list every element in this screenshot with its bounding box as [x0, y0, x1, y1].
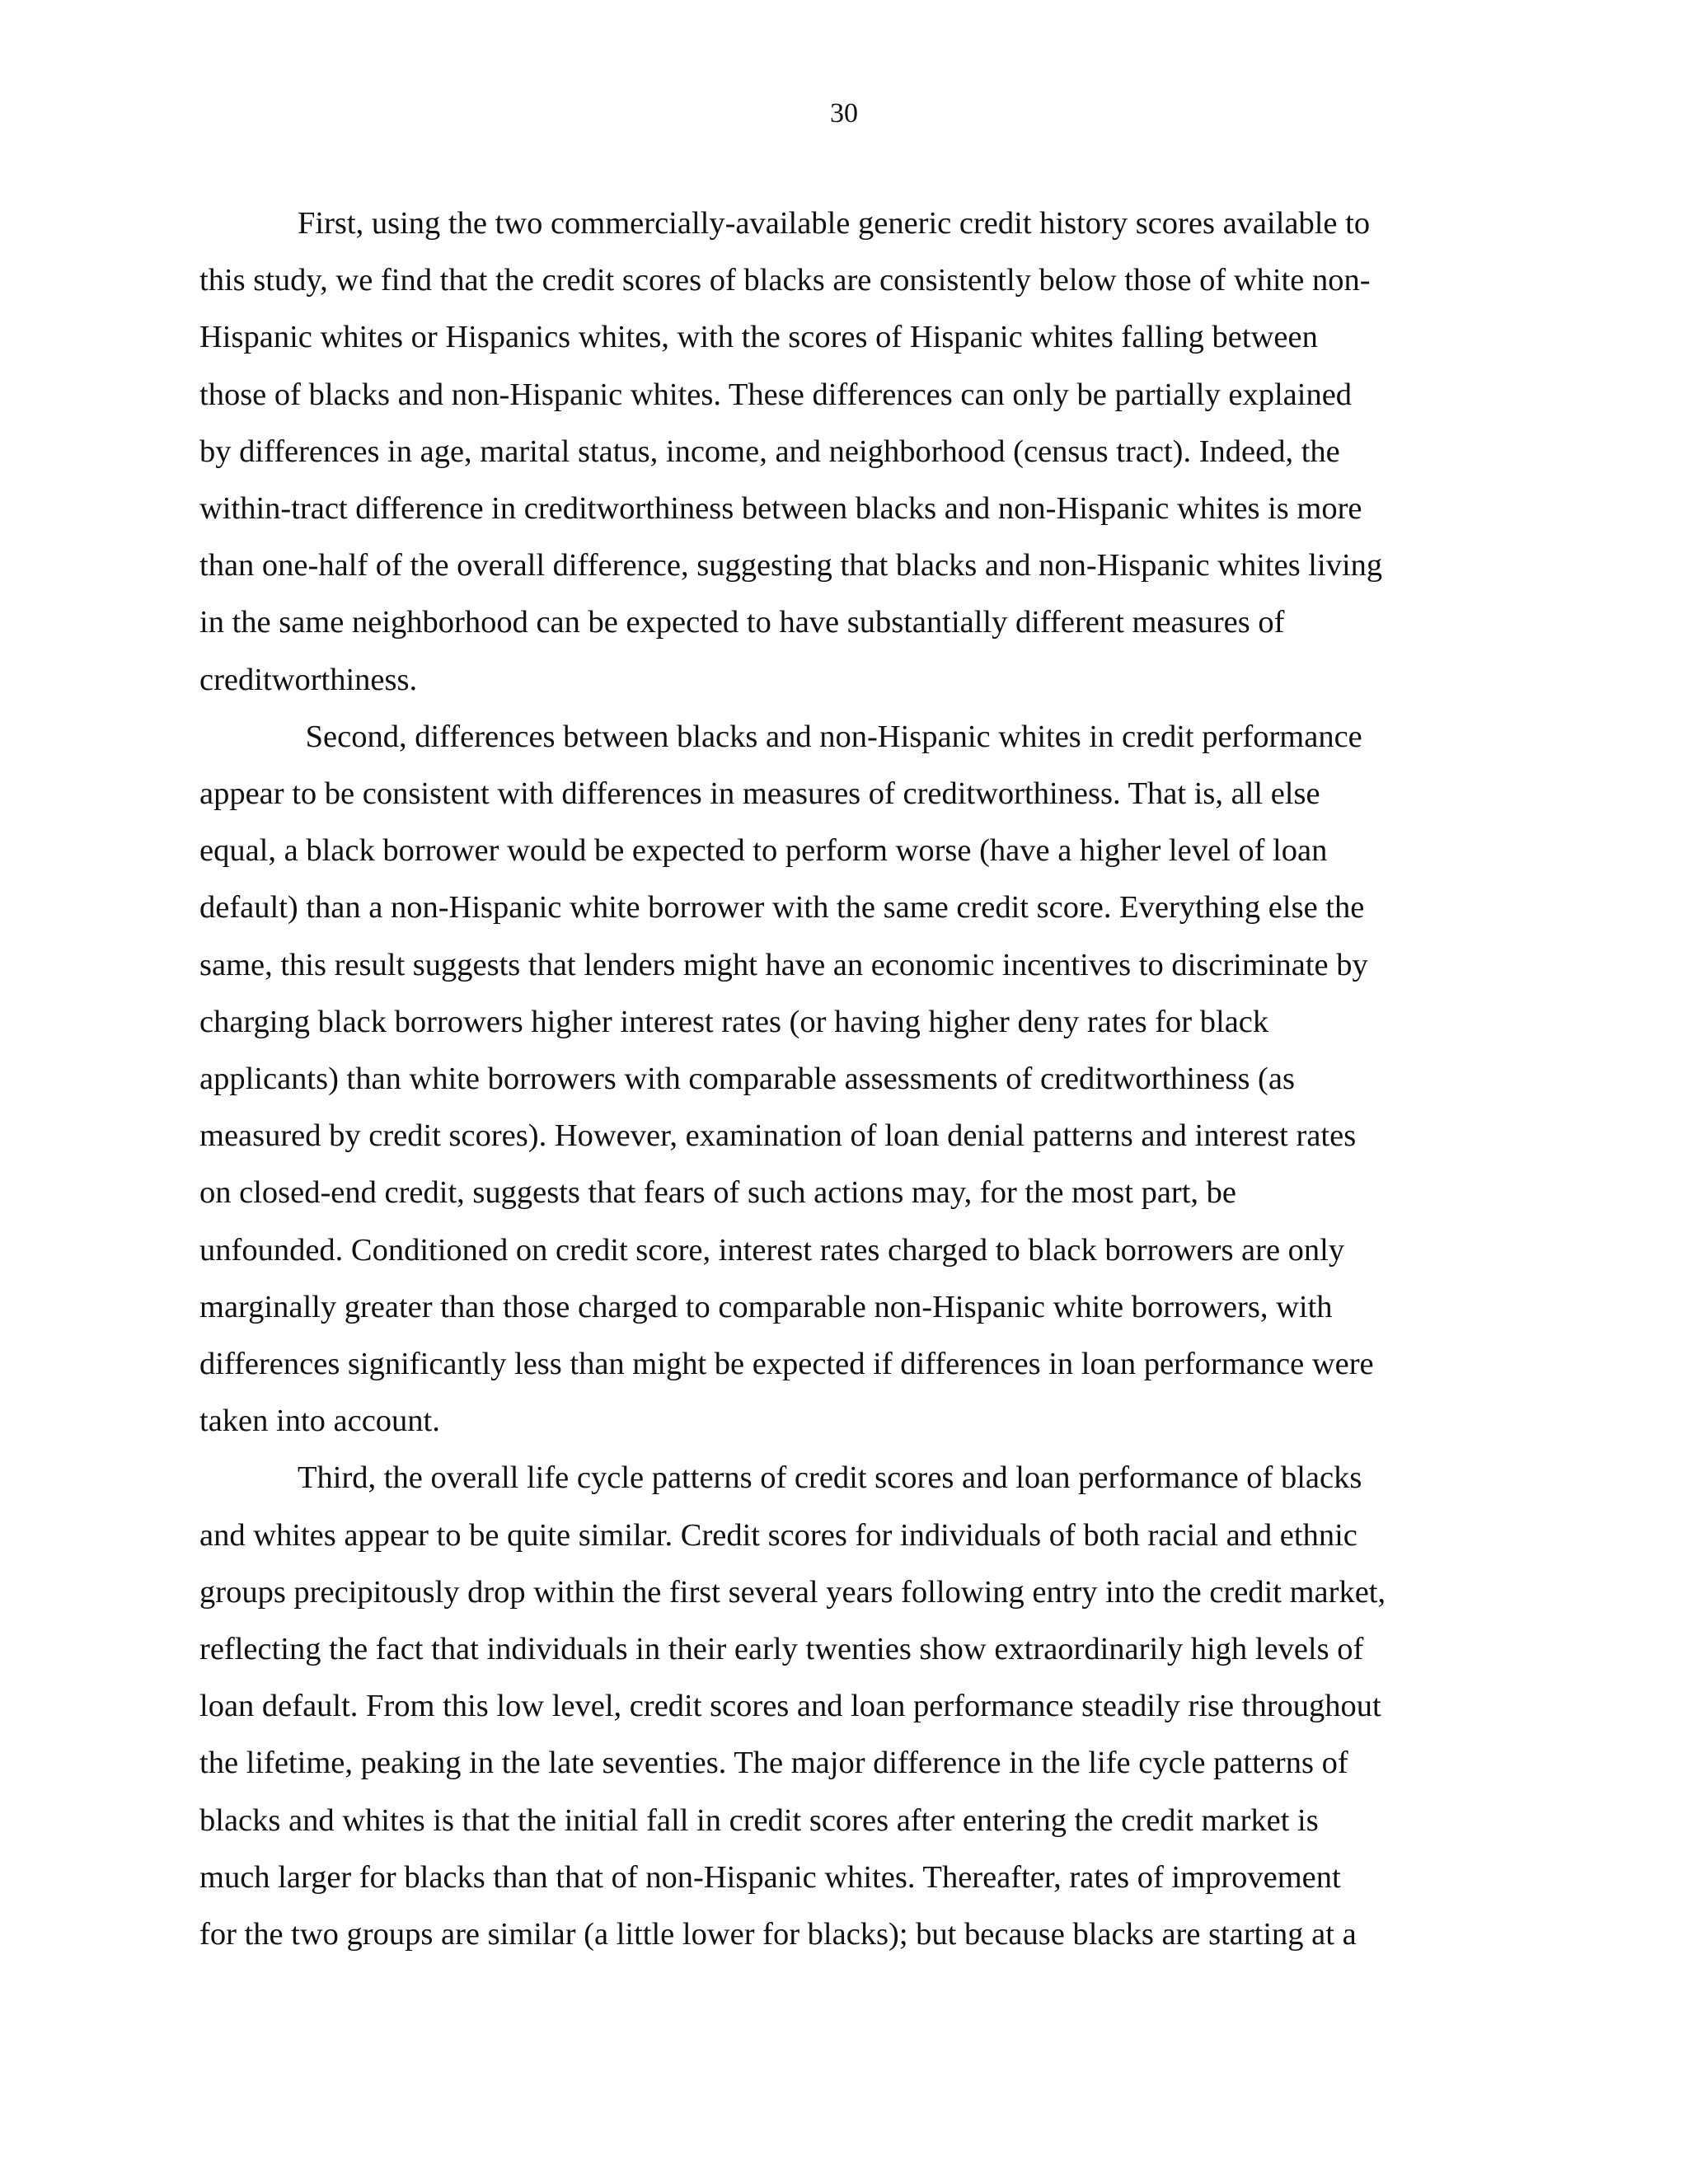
- text-line: reflecting the fact that individuals in their early twenties show extraordinarily high levels of: [199, 1632, 1364, 1667]
- text-line: taken into account.: [199, 1404, 440, 1439]
- text-line: for the two groups are similar (a little lower for blacks); but because blacks are starting at a: [199, 1917, 1357, 1952]
- text-line: equal, a black borrower would be expected to perform worse (have a higher level of loan: [199, 833, 1328, 869]
- page-number: 30: [830, 98, 858, 129]
- paragraph-3: [199, 1450, 1452, 1963]
- text-line: in the same neighborhood can be expected to have substantially different measures of: [199, 605, 1285, 640]
- text-line: blacks and whites is that the initial fall in credit scores after entering the credit market is: [199, 1802, 1319, 1838]
- text-line: Second, differences between blacks and non-Hispanic whites in credit performance: [298, 719, 1362, 754]
- text-line: and whites appear to be quite similar. Credit scores for individuals of both racial and ethnic: [199, 1517, 1357, 1553]
- text-line: marginally greater than those charged to comparable non-Hispanic white borrowers, with: [199, 1289, 1333, 1324]
- text-line: default) than a non-Hispanic white borrower with the same credit score. Everything else the: [199, 890, 1365, 926]
- paragraph-2: [199, 709, 1452, 1451]
- text-line: this study, we find that the credit scores of blacks are consistently below those of white non-: [199, 263, 1371, 298]
- text-line: the lifetime, peaking in the late seventies. The major difference in the life cycle patterns of: [199, 1746, 1348, 1781]
- text-line: than one-half of the overall difference, suggesting that blacks and non-Hispanic whites living: [199, 548, 1383, 583]
- text-line: groups precipitously drop within the first several years following entry into the credit market,: [199, 1574, 1386, 1610]
- text-line: those of blacks and non-Hispanic whites. These differences can only be partially explained: [199, 377, 1353, 412]
- text-line: creditworthiness.: [199, 662, 418, 697]
- text-line: on closed-end credit, suggests that fears of such actions may, for the most part, be: [199, 1175, 1237, 1211]
- text-line: applicants) than white borrowers with comparable assessments of creditworthiness (as: [199, 1062, 1295, 1097]
- text-line: much larger for blacks than that of non-Hispanic whites. Thereafter, rates of improvement: [199, 1859, 1341, 1895]
- text-line: measured by credit scores). However, examination of loan denial patterns and interest rates: [199, 1118, 1357, 1154]
- text-line: charging black borrowers higher interest rates (or having higher deny rates for black: [199, 1004, 1269, 1039]
- text-line: within-tract difference in creditworthiness between blacks and non-Hispanic whites is more: [199, 491, 1362, 527]
- body-text: [199, 195, 1452, 1963]
- text-line: First, using the two commercially-available generic credit history scores available to: [298, 206, 1371, 241]
- text-line: differences significantly less than might be expected if differences in loan performance were: [199, 1347, 1374, 1382]
- text-line: same, this result suggests that lenders might have an economic incentives to discriminate by: [199, 947, 1368, 982]
- text-line: unfounded. Conditioned on credit score, interest rates charged to black borrowers are only: [199, 1232, 1345, 1268]
- paragraph-1: [199, 195, 1452, 709]
- text-line: appear to be consistent with differences in measures of creditworthiness. That is, all else: [199, 776, 1320, 812]
- text-line: loan default. From this low level, credit scores and loan performance steadily rise throughout: [199, 1689, 1381, 1724]
- text-line: Hispanic whites or Hispanics whites, with the scores of Hispanic whites falling between: [199, 320, 1318, 355]
- text-line: Third, the overall life cycle patterns of credit scores and loan performance of blacks: [298, 1460, 1362, 1496]
- text-line: by differences in age, marital status, income, and neighborhood (census tract). Indeed, the: [199, 434, 1340, 469]
